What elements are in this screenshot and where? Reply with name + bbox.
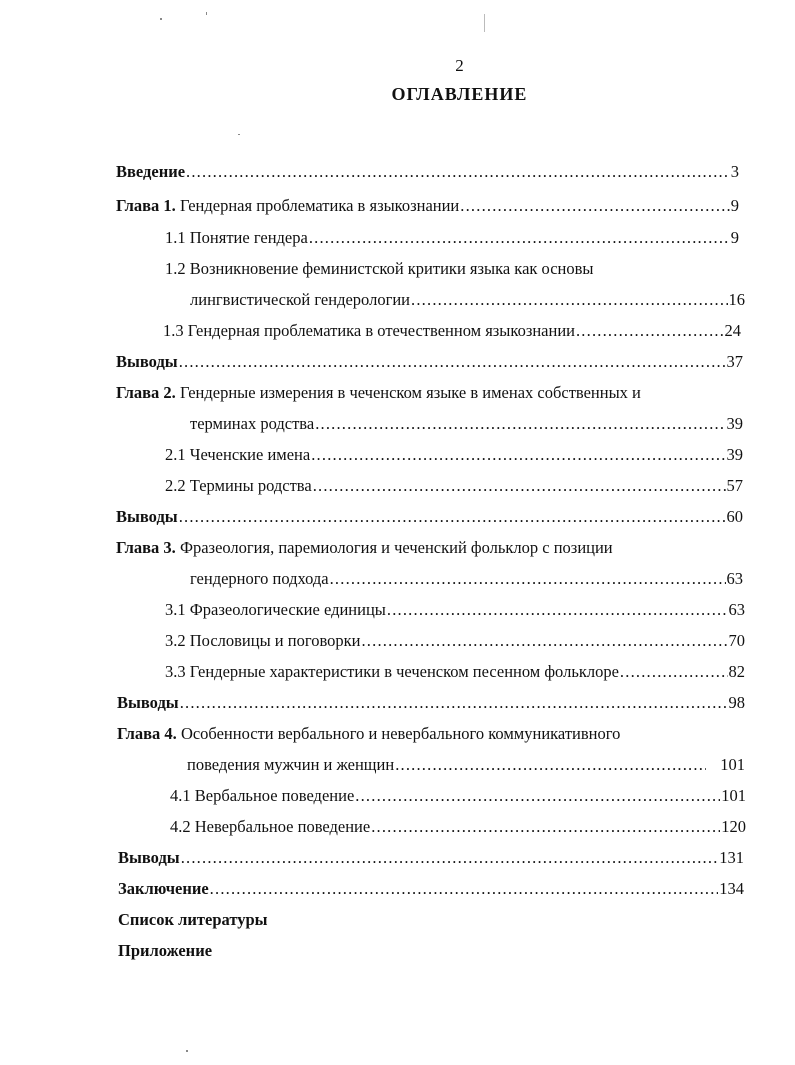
toc-entry-page: 131 (719, 848, 744, 867)
toc-entry-text: 1.2 Возникновение феминистской критики языка как основы (165, 259, 594, 278)
toc-entry (118, 910, 739, 934)
toc-entry-bold: Приложение (118, 941, 213, 960)
toc-entry-text: Гендерная проблематика в языкознании (175, 196, 460, 215)
toc-entry-text: Особенности вербального и невербального коммуникативного (176, 724, 621, 743)
toc-entry-text: 1.1 Понятие гендера (165, 228, 308, 247)
scan-speck (206, 12, 207, 15)
toc-entry-page: 134 (719, 879, 744, 898)
toc-entry-bold: Выводы (118, 848, 180, 867)
toc-entry-bold: Выводы (117, 693, 179, 712)
toc-entry-bold: Глава 3. (116, 538, 176, 557)
toc-entry-page: 60 (726, 507, 743, 526)
toc-entry (117, 724, 739, 748)
toc-entry-text: 4.2 Невербальное поведение (170, 817, 371, 836)
toc-entry-text: 3.3 Гендерные характеристики в чеченском песенном фольклоре (165, 662, 619, 681)
page-number: 2 (455, 56, 464, 75)
scan-speck (484, 14, 485, 32)
toc-entry-bold: Список литературы (118, 910, 268, 929)
toc-entry-bold: Глава 2. (116, 383, 176, 402)
toc-entry-page: 101 (720, 755, 745, 774)
toc-entry-bold: Заключение (118, 879, 209, 898)
scan-speck (238, 134, 240, 135)
toc-entry-text: лингвистической гендерологии (190, 290, 411, 309)
toc-entry-page: 63 (728, 600, 745, 619)
toc-entry-text: 3.1 Фразеологические единицы (165, 600, 386, 619)
toc-entry-text: терминах родства (190, 414, 315, 433)
toc-entry-text: 4.1 Вербальное поведение (170, 786, 355, 805)
toc-entry (190, 569, 743, 593)
toc-entry (170, 786, 746, 810)
toc-entry (165, 228, 739, 252)
toc-entry (190, 414, 743, 438)
toc-entry-page: 24 (724, 321, 741, 340)
toc-entry (165, 631, 745, 655)
toc-entry (116, 162, 739, 186)
toc-entry-page: 57 (726, 476, 743, 495)
toc-entry-page: 101 (721, 786, 746, 805)
toc-entry (118, 848, 744, 872)
page-title: ОГЛАВЛЕНИЕ (391, 84, 528, 104)
toc-entry (116, 507, 743, 531)
toc-entry-bold: Выводы (116, 352, 178, 371)
toc-entry (170, 817, 746, 841)
toc-entry-page: 9 (730, 196, 739, 215)
toc-entry (190, 290, 745, 314)
toc-entry (187, 755, 745, 779)
toc-entry-page: 39 (726, 445, 743, 464)
toc-entry-page: 37 (726, 352, 743, 371)
toc-entry-text: 2.2 Термины родства (165, 476, 312, 495)
toc-entry-page: 3 (730, 162, 739, 181)
toc-entry-text: 1.3 Гендерная проблематика в отечественном языкознании (163, 321, 575, 340)
toc-entry-bold: Введение (116, 162, 186, 181)
toc-entry-page: 16 (728, 290, 745, 309)
toc-entry-text: Гендерные измерения в чеченском языке в именах собственных и (175, 383, 641, 402)
toc-entry-bold: Глава 1. (116, 196, 176, 215)
toc-entry (116, 383, 739, 407)
scan-speck (186, 1050, 188, 1052)
toc-entry-text: Фразеология, паремиология и чеченский фольклор с позиции (175, 538, 613, 557)
toc-entry (118, 941, 739, 965)
toc-entry-bold: Выводы (116, 507, 178, 526)
toc-entry (116, 196, 739, 220)
toc-entry-page: 70 (728, 631, 745, 650)
toc-entry-page: 82 (728, 662, 745, 681)
toc-entry (116, 352, 743, 376)
toc-entry (117, 693, 745, 717)
scan-speck (160, 18, 162, 20)
toc-entry-page: 9 (730, 228, 739, 247)
toc-entry-bold: Глава 4. (117, 724, 177, 743)
toc-entry-text: 3.2 Пословицы и поговорки (165, 631, 361, 650)
toc-entry-text: 2.1 Чеченские имена (165, 445, 311, 464)
toc-entry (116, 538, 739, 562)
toc-entry-page: 98 (728, 693, 745, 712)
toc-entry (163, 321, 741, 345)
toc-entry-text: поведения мужчин и женщин (187, 755, 395, 774)
toc-entry (165, 445, 743, 469)
toc-entry-page: 120 (721, 817, 746, 836)
toc-entry (165, 662, 745, 686)
toc-entry-text: гендерного подхода (190, 569, 329, 588)
toc-entry (165, 259, 739, 283)
toc-entry-page: 63 (726, 569, 743, 588)
toc-entry (165, 600, 745, 624)
toc-entry (118, 879, 744, 903)
toc-entry-page: 39 (726, 414, 743, 433)
toc-entry (165, 476, 743, 500)
